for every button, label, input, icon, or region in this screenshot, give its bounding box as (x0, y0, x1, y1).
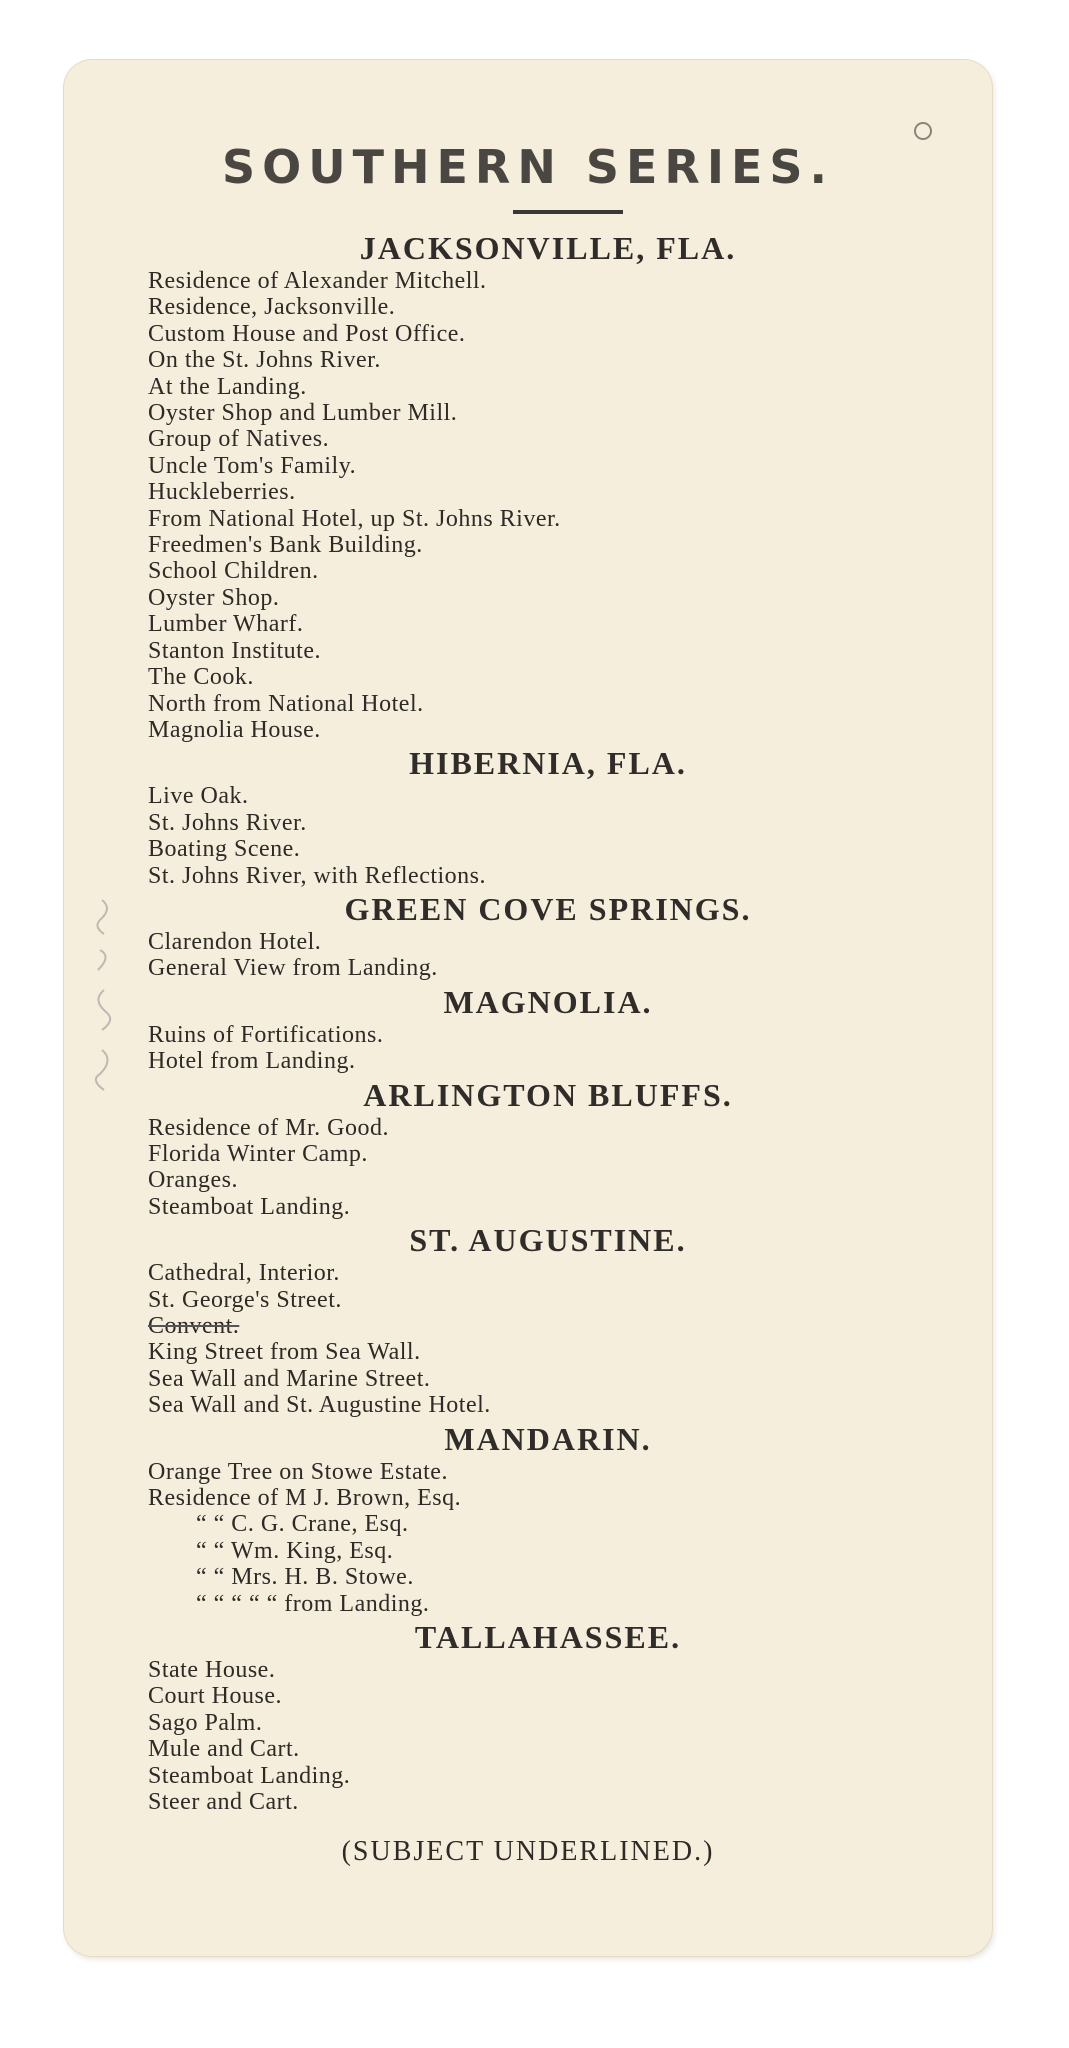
list-item: “ “ “ “ “ from Landing. (196, 1590, 430, 1617)
list-item: Oranges. (148, 1167, 238, 1194)
list-item: From National Hotel, up St. Johns River. (148, 505, 561, 532)
catalog-card (64, 60, 992, 1956)
list-item: General View from Landing. (148, 955, 438, 982)
list-item: St. Johns River. (148, 809, 307, 836)
list-item: Lumber Wharf. (148, 611, 304, 638)
list-item: Sago Palm. (148, 1709, 263, 1736)
list-item: Residence, Jacksonville. (148, 294, 396, 321)
list-item: Sea Wall and Marine Street. (148, 1365, 431, 1392)
list-item: Sea Wall and St. Augustine Hotel. (148, 1392, 491, 1419)
section-heading: GREEN COVE SPRINGS. (344, 890, 752, 927)
list-item: King Street from Sea Wall. (148, 1339, 421, 1366)
section-heading: MANDARIN. (444, 1420, 652, 1457)
list-item: Court House. (148, 1683, 282, 1710)
list-item: On the St. Johns River. (148, 347, 381, 374)
section-heading: HIBERNIA, FLA. (409, 745, 687, 782)
list-item: Steer and Cart. (148, 1789, 299, 1816)
list-item: School Children. (148, 558, 319, 585)
list-item: Oyster Shop and Lumber Mill. (148, 400, 458, 427)
list-item: Boating Scene. (148, 836, 301, 863)
list-item: Residence of M J. Brown, Esq. (148, 1485, 462, 1512)
section-heading: ST. AUGUSTINE. (409, 1222, 687, 1259)
list-item: St. George's Street. (148, 1286, 342, 1313)
list-item: Live Oak. (148, 783, 249, 810)
list-item: Oyster Shop. (148, 584, 280, 611)
list-item: Clarendon Hotel. (148, 928, 322, 955)
list-item: Uncle Tom's Family. (148, 452, 357, 479)
section-heading: ARLINGTON BLUFFS. (363, 1076, 733, 1113)
list-item: Residence of Mr. Good. (148, 1114, 389, 1141)
list-item: “ “ C. G. Crane, Esq. (196, 1511, 409, 1538)
list-item: Cathedral, Interior. (148, 1260, 340, 1287)
list-item: Stanton Institute. (148, 637, 321, 664)
list-item: “ “ Mrs. H. B. Stowe. (196, 1564, 414, 1591)
list-item: “ “ Wm. King, Esq. (196, 1537, 394, 1564)
pencil-mark (82, 890, 122, 1100)
section-heading: TALLAHASSEE. (414, 1619, 682, 1656)
list-item: Steamboat Landing. (148, 1193, 351, 1220)
list-item: Steamboat Landing. (148, 1762, 351, 1789)
sections-list (148, 228, 948, 1816)
list-item: Ruins of Fortifications. (148, 1021, 384, 1048)
section-heading: MAGNOLIA. (443, 983, 653, 1020)
list-item: Hotel from Landing. (148, 1048, 356, 1075)
footer-note: (SUBJECT UNDERLINED.) (341, 1836, 715, 1867)
list-item: Orange Tree on Stowe Estate. (148, 1458, 448, 1485)
section-heading: JACKSONVILLE, FLA. (359, 230, 737, 266)
list-item: Freedmen's Bank Building. (148, 532, 423, 559)
list-item: Huckleberries. (148, 479, 296, 506)
list-item: Group of Natives. (148, 426, 330, 453)
underlined-subject: Convent. (148, 1313, 240, 1339)
list-item: The Cook. (148, 664, 254, 691)
list-item: Florida Winter Camp. (148, 1140, 368, 1167)
list-item (148, 1313, 948, 1339)
punch-hole (914, 122, 932, 140)
title-rule (513, 210, 623, 214)
list-item: Custom House and Post Office. (148, 320, 466, 347)
list-item: St. Johns River, with Reflections. (148, 862, 487, 889)
page-title: SOUTHERN SERIES. (222, 140, 834, 194)
list-item: State House. (148, 1657, 276, 1684)
list-item: Magnolia House. (148, 716, 321, 743)
list-item: At the Landing. (148, 373, 307, 400)
list-item: North from National Hotel. (148, 690, 424, 717)
list-item: Residence of Alexander Mitchell. (148, 268, 487, 294)
list-item: Mule and Cart. (148, 1736, 300, 1763)
